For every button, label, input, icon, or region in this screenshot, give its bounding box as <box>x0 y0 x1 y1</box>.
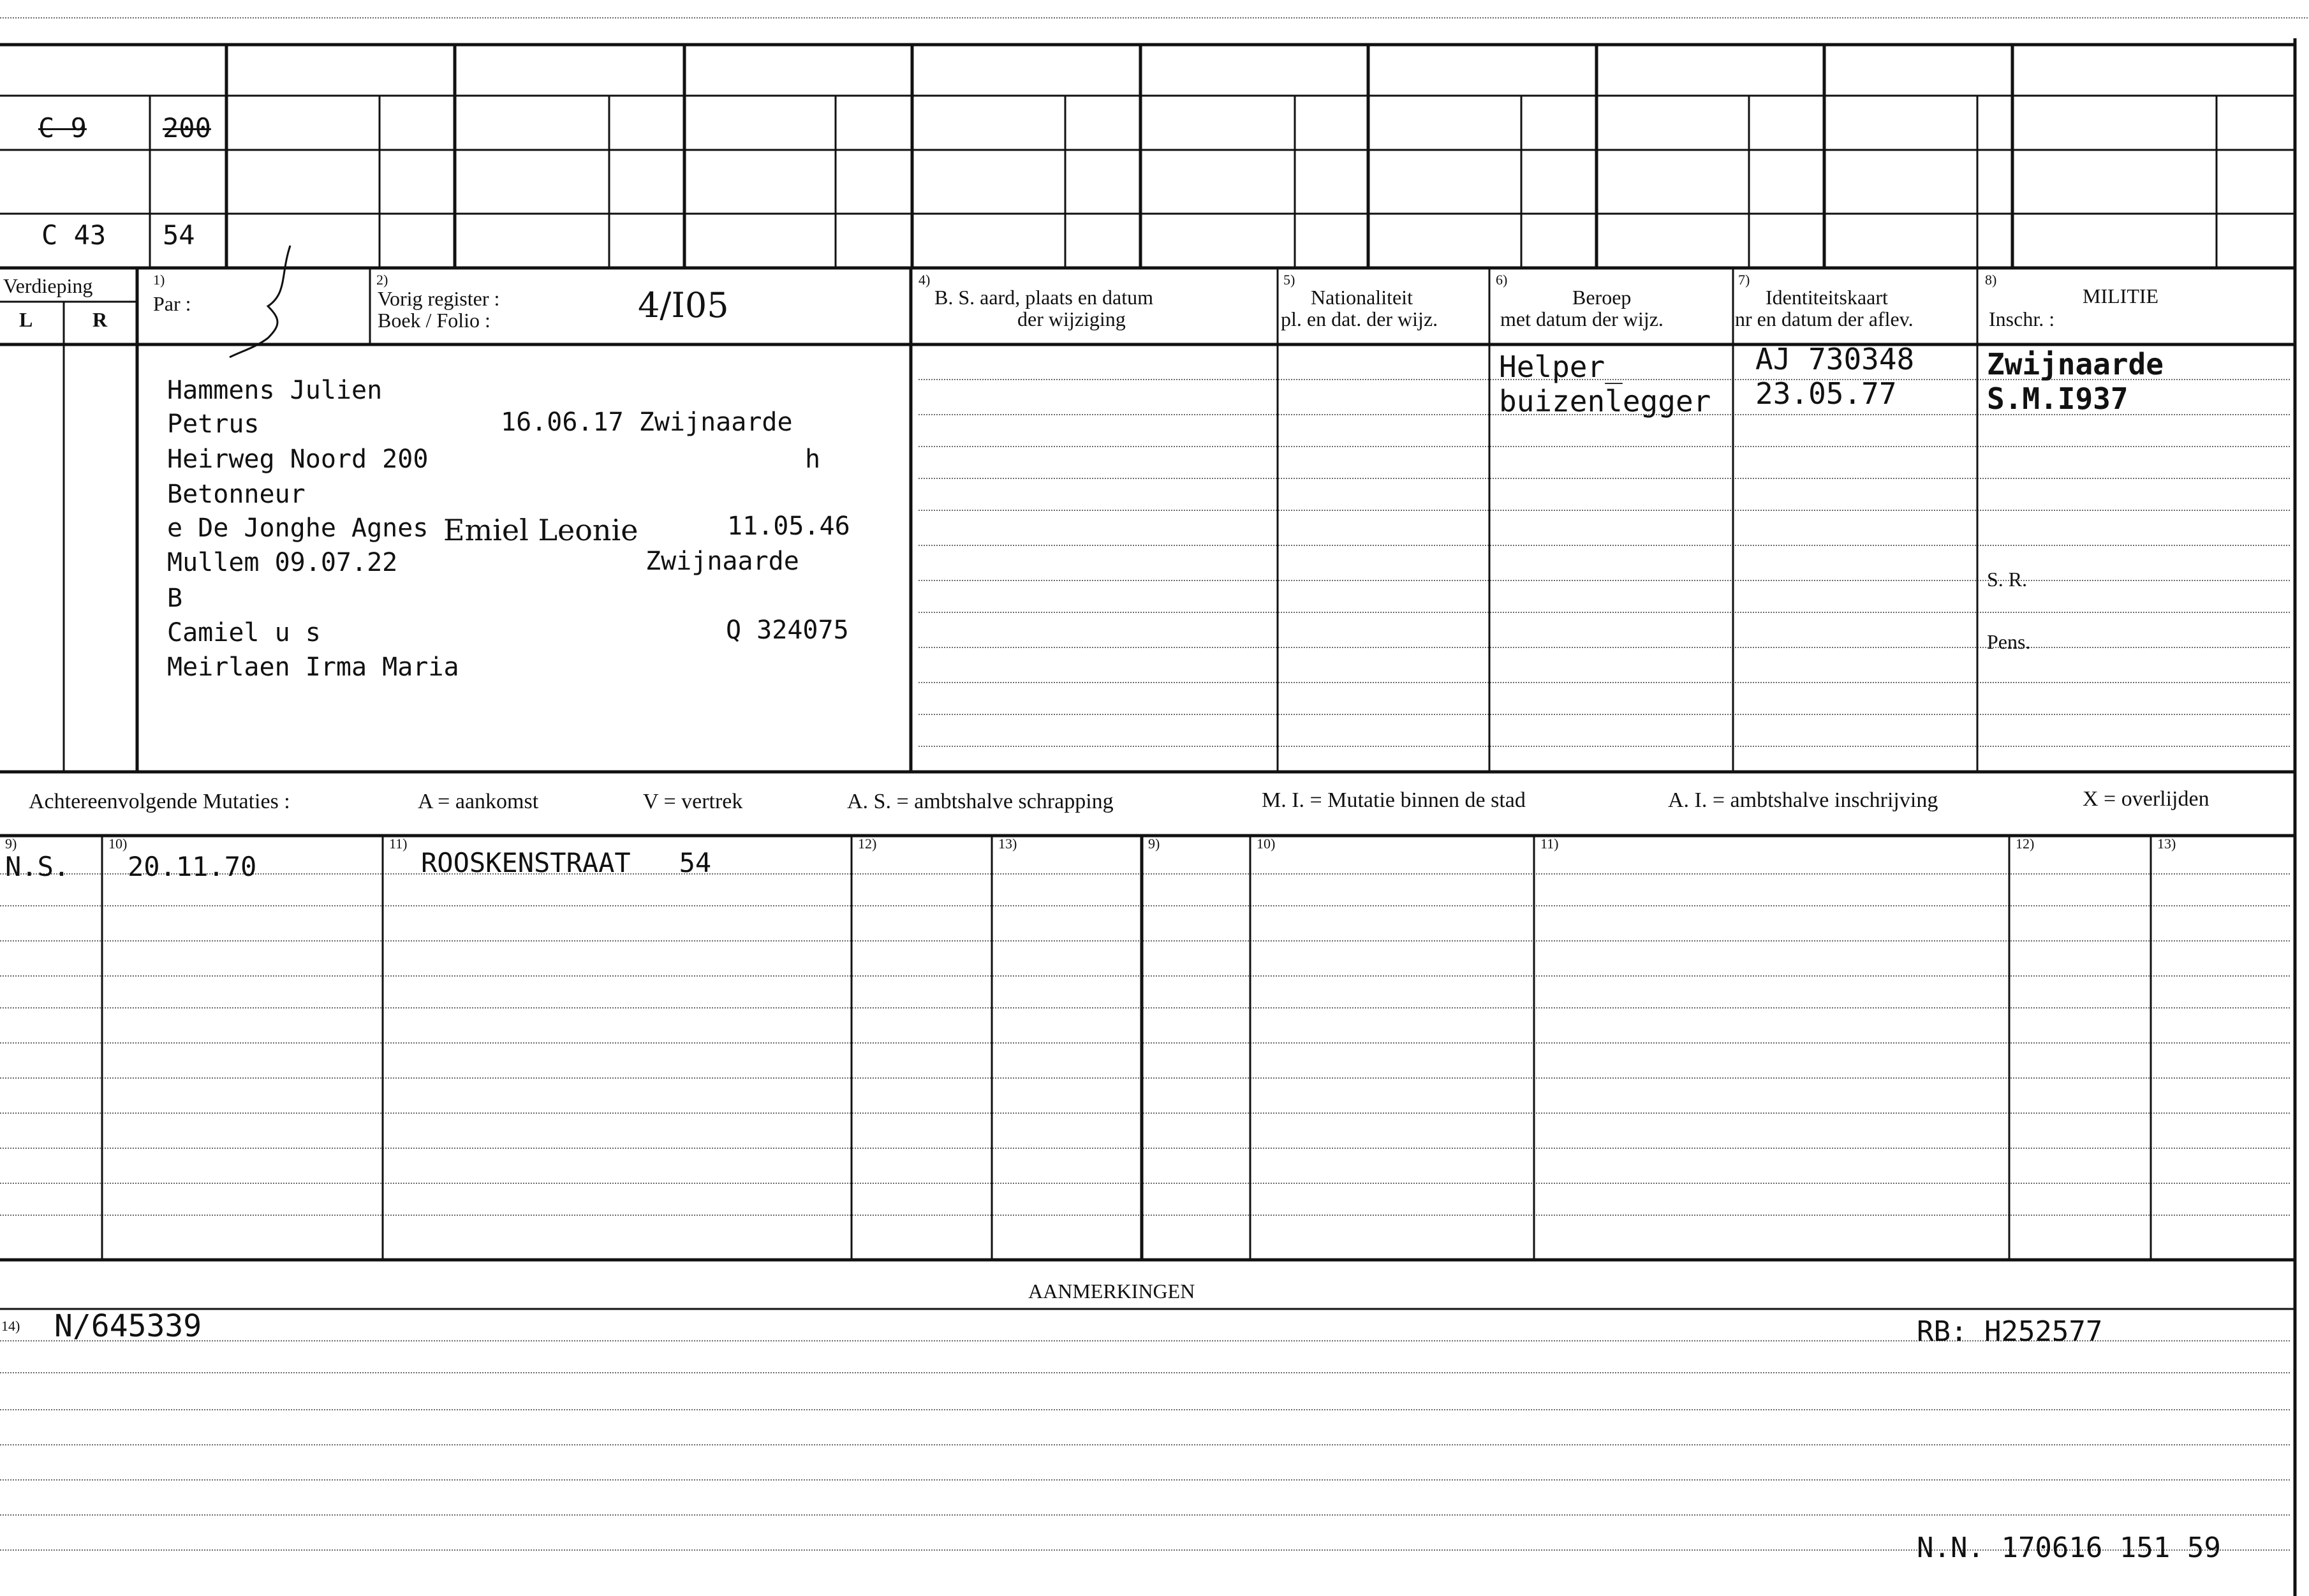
dotted-rows-upper <box>918 376 2290 746</box>
aanmerkingen-nn: N.N. 170616 151 59 <box>1917 1532 2221 1564</box>
beroep-sublabel: met datum der wijz. <box>1500 307 1664 330</box>
person-h-mark: h <box>805 445 821 474</box>
col1-number: 1) <box>153 272 165 288</box>
verdieping-label: Verdieping <box>3 274 93 297</box>
legend-mutatie-stad: M. I. = Mutatie binnen de stad <box>1262 788 1526 812</box>
person-second-name: Petrus <box>167 410 260 439</box>
person-address: Heirweg Noord 200 <box>167 445 429 474</box>
person-camiel: Camiel u s <box>167 618 321 647</box>
col6-number: 6) <box>1496 272 1508 288</box>
sr-label: S. R. <box>1987 568 2028 591</box>
mut-col10-right: 10) <box>1257 836 1276 852</box>
top-row-2-col1: C 43 <box>41 219 107 251</box>
mut-col11: 11) <box>389 836 408 852</box>
mutatie-code: N.S. <box>5 851 70 882</box>
person-mother: Meirlaen Irma Maria <box>167 653 459 682</box>
vorig-register-value: 4/I05 <box>638 285 729 325</box>
beroep-label: Beroep <box>1572 286 1632 309</box>
marriage-date: 11.05.46 <box>727 512 850 541</box>
bs-label-line1: B. S. aard, plaats en datum <box>934 286 1154 309</box>
legend-overlijden: X = overlijden <box>2083 787 2209 811</box>
mut-col10: 10) <box>108 836 128 852</box>
militie-value-line2: S.M.I937 <box>1987 381 2128 416</box>
col7-number: 7) <box>1738 272 1750 288</box>
pens-label: Pens. <box>1987 630 2031 653</box>
person-code: Q 324075 <box>726 616 849 645</box>
mutatie-date: 20.11.70 <box>128 851 257 882</box>
identiteit-date: 23.05.77 <box>1755 376 1897 411</box>
aanmerkingen-number: 14) <box>1 1318 20 1334</box>
spouse-birthplace: Zwijnaarde <box>645 547 799 576</box>
spouse-names-handwritten: Emiel Leonie <box>443 513 638 547</box>
top-row-2-col2: 54 <box>163 219 195 251</box>
mut-col9: 9) <box>5 836 17 852</box>
verdieping-R: R <box>92 308 108 331</box>
aanmerkingen-title: AANMERKINGEN <box>1028 1280 1195 1303</box>
mut-col12-right: 12) <box>2016 836 2035 852</box>
beroep-value-line2: buizenlegger <box>1499 384 1711 418</box>
spouse-name: e De Jonghe Agnes <box>167 514 429 543</box>
mut-col12: 12) <box>858 836 877 852</box>
mut-col9-right: 9) <box>1148 836 1160 852</box>
bs-label-line2: der wijziging <box>1017 307 1126 330</box>
col4-number: 4) <box>918 272 931 288</box>
person-birth: 16.06.17 Zwijnaarde <box>501 408 793 437</box>
mut-col13: 13) <box>998 836 1017 852</box>
beroep-value-line1: Helper_ <box>1499 350 1623 384</box>
mut-col11-right: 11) <box>1540 836 1559 852</box>
nationaliteit-sublabel: pl. en dat. der wijz. <box>1281 307 1438 330</box>
legend-ambtshalve-inschrijving: A. I. = ambtshalve inschrijving <box>1668 788 1938 812</box>
identiteit-number: AJ 730348 <box>1755 342 1915 376</box>
legend-ambtshalve-schrapping: A. S. = ambtshalve schrapping <box>847 790 1114 813</box>
identiteitskaart-label: Identiteitskaart <box>1766 286 1888 309</box>
person-occupation: Betonneur <box>167 480 306 509</box>
top-row-1-col2: 200 <box>163 112 211 144</box>
mutatie-address: ROOSKENSTRAAT 54 <box>421 847 712 878</box>
aanmerkingen-value: N/645339 <box>54 1308 202 1344</box>
militie-value-line1: Zwijnaarde <box>1987 347 2164 381</box>
mut-col13-right: 13) <box>2157 836 2176 852</box>
legend-aankomst: A = aankomst <box>418 790 539 813</box>
col2-number: 2) <box>376 272 388 288</box>
col8-number: 8) <box>1985 272 1997 288</box>
col5-number: 5) <box>1283 272 1295 288</box>
verdieping-L: L <box>19 308 33 331</box>
inschr-label: Inschr. : <box>1989 307 2055 330</box>
nationaliteit-label: Nationaliteit <box>1311 286 1413 309</box>
person-name: Hammens Julien <box>167 376 383 405</box>
boek-folio-label: Boek / Folio : <box>378 309 491 332</box>
vorig-register-label: Vorig register : <box>378 287 500 310</box>
spouse-birth: Mullem 09.07.22 <box>167 548 398 577</box>
aanmerkingen-rb: RB: H252577 <box>1917 1315 2103 1348</box>
par-label: Par : <box>153 292 191 315</box>
legend-vertrek: V = vertrek <box>643 790 743 813</box>
militie-label: MILITIE <box>2083 284 2159 307</box>
identiteitskaart-sublabel: nr en datum der aflev. <box>1735 307 1914 330</box>
top-row-1-col1: C 9 <box>38 112 87 144</box>
mutaties-legend-title: Achtereenvolgende Mutaties : <box>29 790 290 813</box>
person-b-mark: B <box>167 584 183 613</box>
